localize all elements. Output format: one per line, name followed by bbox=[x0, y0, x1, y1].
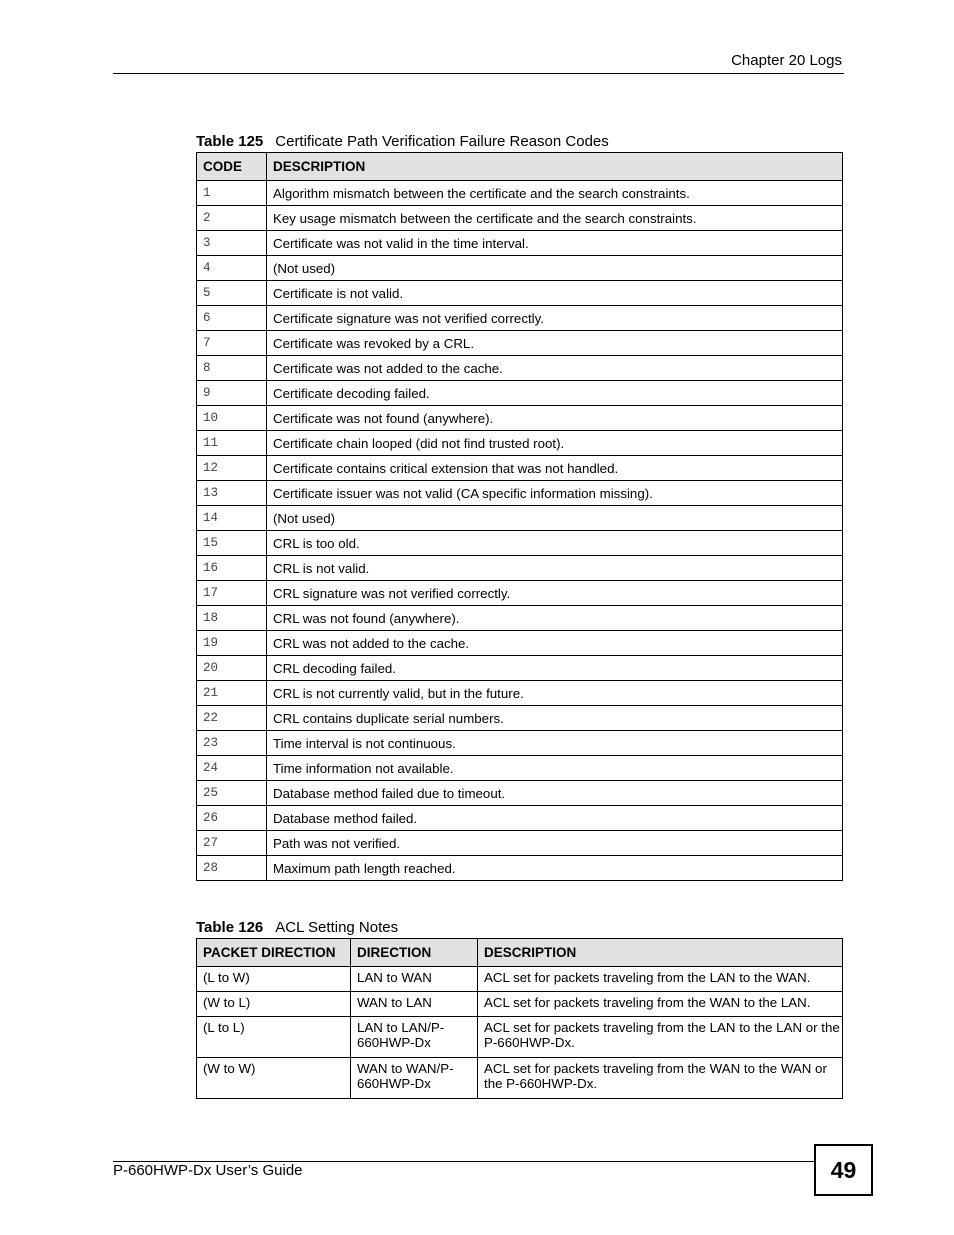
chapter-header: Chapter 20 Logs bbox=[731, 52, 842, 69]
packet-direction-cell: (L to L) bbox=[197, 1017, 351, 1058]
code-cell: 1 bbox=[197, 181, 267, 206]
table-row bbox=[197, 481, 843, 506]
code-cell: 13 bbox=[197, 481, 267, 506]
description-cell: ACL set for packets traveling from the LAN to the LAN or the P-660HWP-Dx. bbox=[478, 1017, 843, 1058]
description-cell: CRL contains duplicate serial numbers. bbox=[267, 706, 843, 731]
description-cell: Maximum path length reached. bbox=[267, 856, 843, 881]
description-cell: Certificate contains critical extension that was not handled. bbox=[267, 456, 843, 481]
description-cell: (Not used) bbox=[267, 506, 843, 531]
code-cell: 4 bbox=[197, 256, 267, 281]
description-cell: Certificate decoding failed. bbox=[267, 381, 843, 406]
description-cell: Algorithm mismatch between the certificate and the search constraints. bbox=[267, 181, 843, 206]
code-cell: 16 bbox=[197, 556, 267, 581]
table-row bbox=[197, 681, 843, 706]
description-cell: Time information not available. bbox=[267, 756, 843, 781]
table-row bbox=[197, 431, 843, 456]
table-row bbox=[197, 231, 843, 256]
direction-cell: WAN to WAN/P-660HWP-Dx bbox=[351, 1058, 478, 1099]
table-row bbox=[197, 806, 843, 831]
table-125-body bbox=[197, 181, 843, 881]
table-row bbox=[197, 967, 843, 992]
code-cell: 14 bbox=[197, 506, 267, 531]
description-cell: CRL is not valid. bbox=[267, 556, 843, 581]
table-row bbox=[197, 556, 843, 581]
table-row bbox=[197, 181, 843, 206]
table-row bbox=[197, 831, 843, 856]
code-cell: 26 bbox=[197, 806, 267, 831]
direction-cell: WAN to LAN bbox=[351, 992, 478, 1017]
table-126-caption bbox=[196, 919, 398, 936]
table-row bbox=[197, 306, 843, 331]
description-cell: CRL is too old. bbox=[267, 531, 843, 556]
description-cell: Certificate issuer was not valid (CA specific information missing). bbox=[267, 481, 843, 506]
description-cell: Certificate was not added to the cache. bbox=[267, 356, 843, 381]
description-cell: Certificate is not valid. bbox=[267, 281, 843, 306]
code-cell: 15 bbox=[197, 531, 267, 556]
table-row bbox=[197, 731, 843, 756]
page-number: 49 bbox=[814, 1144, 873, 1196]
table-row bbox=[197, 656, 843, 681]
packet-direction-cell: (W to L) bbox=[197, 992, 351, 1017]
column-header-code: CODE bbox=[197, 153, 267, 181]
description-cell: Database method failed. bbox=[267, 806, 843, 831]
code-cell: 6 bbox=[197, 306, 267, 331]
table-row bbox=[197, 256, 843, 281]
table-row bbox=[197, 531, 843, 556]
code-cell: 7 bbox=[197, 331, 267, 356]
code-cell: 21 bbox=[197, 681, 267, 706]
table-125-caption bbox=[196, 133, 609, 150]
direction-cell: LAN to LAN/P-660HWP-Dx bbox=[351, 1017, 478, 1058]
code-cell: 3 bbox=[197, 231, 267, 256]
table-125-title: Certificate Path Verification Failure Reason Codes bbox=[275, 133, 609, 150]
table-row bbox=[197, 356, 843, 381]
table-row bbox=[197, 606, 843, 631]
table-row bbox=[197, 756, 843, 781]
description-cell: CRL was not added to the cache. bbox=[267, 631, 843, 656]
table-row bbox=[197, 406, 843, 431]
table-row bbox=[197, 1017, 843, 1058]
description-cell: (Not used) bbox=[267, 256, 843, 281]
code-cell: 24 bbox=[197, 756, 267, 781]
description-cell: CRL is not currently valid, but in the future. bbox=[267, 681, 843, 706]
description-cell: CRL signature was not verified correctly. bbox=[267, 581, 843, 606]
table-125-header-row bbox=[197, 153, 843, 181]
code-cell: 17 bbox=[197, 581, 267, 606]
table-row bbox=[197, 1058, 843, 1099]
table-row bbox=[197, 281, 843, 306]
column-header-description: DESCRIPTION bbox=[267, 153, 843, 181]
table-row bbox=[197, 706, 843, 731]
description-cell: Certificate was not found (anywhere). bbox=[267, 406, 843, 431]
description-cell: Path was not verified. bbox=[267, 831, 843, 856]
description-cell: Certificate chain looped (did not find trusted root). bbox=[267, 431, 843, 456]
column-header-packet-direction: PACKET DIRECTION bbox=[197, 939, 351, 967]
table-126-body bbox=[197, 967, 843, 1099]
description-cell: Certificate was revoked by a CRL. bbox=[267, 331, 843, 356]
code-cell: 10 bbox=[197, 406, 267, 431]
description-cell: CRL was not found (anywhere). bbox=[267, 606, 843, 631]
column-header-description: DESCRIPTION bbox=[478, 939, 843, 967]
table-126-title: ACL Setting Notes bbox=[275, 919, 399, 936]
table-row bbox=[197, 992, 843, 1017]
code-cell: 12 bbox=[197, 456, 267, 481]
code-cell: 25 bbox=[197, 781, 267, 806]
table-row bbox=[197, 381, 843, 406]
description-cell: CRL decoding failed. bbox=[267, 656, 843, 681]
description-cell: Certificate signature was not verified correctly. bbox=[267, 306, 843, 331]
description-cell: Certificate was not valid in the time interval. bbox=[267, 231, 843, 256]
direction-cell: LAN to WAN bbox=[351, 967, 478, 992]
description-cell: ACL set for packets traveling from the LAN to the WAN. bbox=[478, 967, 843, 992]
code-cell: 27 bbox=[197, 831, 267, 856]
column-header-direction: DIRECTION bbox=[351, 939, 478, 967]
table-row bbox=[197, 856, 843, 881]
table-125-number: Table 125 bbox=[196, 133, 264, 150]
description-cell: Time interval is not continuous. bbox=[267, 731, 843, 756]
code-cell: 28 bbox=[197, 856, 267, 881]
table-125 bbox=[196, 152, 843, 881]
code-cell: 8 bbox=[197, 356, 267, 381]
table-126-header-row bbox=[197, 939, 843, 967]
description-cell: Key usage mismatch between the certificate and the search constraints. bbox=[267, 206, 843, 231]
table-row bbox=[197, 581, 843, 606]
table-row bbox=[197, 456, 843, 481]
code-cell: 19 bbox=[197, 631, 267, 656]
code-cell: 11 bbox=[197, 431, 267, 456]
code-cell: 9 bbox=[197, 381, 267, 406]
packet-direction-cell: (W to W) bbox=[197, 1058, 351, 1099]
code-cell: 22 bbox=[197, 706, 267, 731]
table-row bbox=[197, 331, 843, 356]
table-row bbox=[197, 506, 843, 531]
description-cell: Database method failed due to timeout. bbox=[267, 781, 843, 806]
description-cell: ACL set for packets traveling from the WAN to the LAN. bbox=[478, 992, 843, 1017]
code-cell: 23 bbox=[197, 731, 267, 756]
table-row bbox=[197, 781, 843, 806]
table-row bbox=[197, 631, 843, 656]
description-cell: ACL set for packets traveling from the WAN to the WAN or the P-660HWP-Dx. bbox=[478, 1058, 843, 1099]
table-126-number: Table 126 bbox=[196, 919, 264, 936]
code-cell: 2 bbox=[197, 206, 267, 231]
code-cell: 20 bbox=[197, 656, 267, 681]
table-126 bbox=[196, 938, 843, 1099]
code-cell: 5 bbox=[197, 281, 267, 306]
code-cell: 18 bbox=[197, 606, 267, 631]
guide-title: P-660HWP-Dx User’s Guide bbox=[113, 1162, 303, 1179]
table-row bbox=[197, 206, 843, 231]
packet-direction-cell: (L to W) bbox=[197, 967, 351, 992]
header-divider bbox=[113, 73, 844, 74]
